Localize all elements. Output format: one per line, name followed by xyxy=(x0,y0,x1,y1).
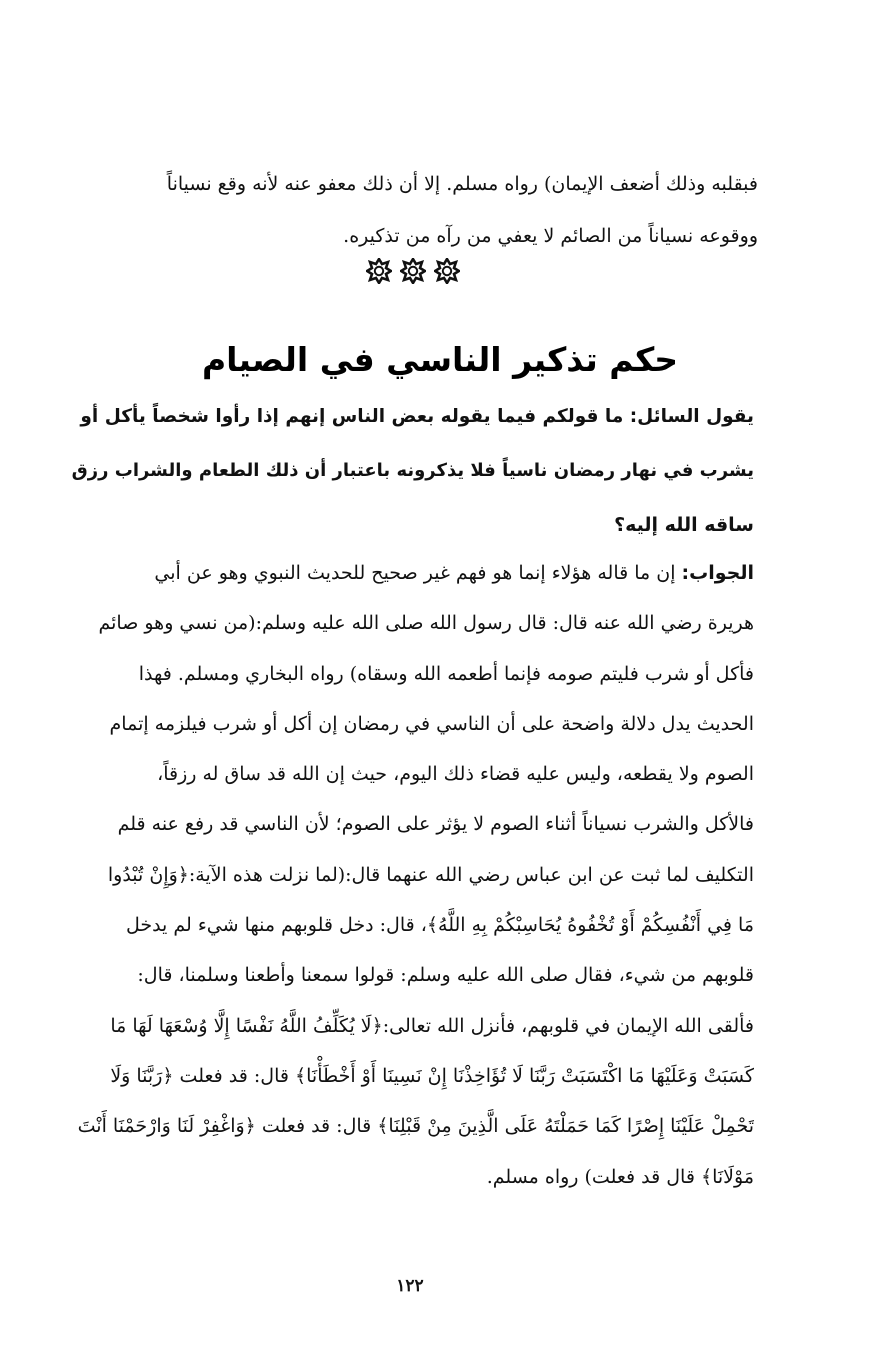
answer-line: فأكل أو شرب فليتم صومه فإنما أطعمه الله وسقاه) رواه البخاري ومسلم. فهذا xyxy=(138,662,754,685)
flower-ornament-icon xyxy=(434,258,460,284)
answer-line: كَسَبَتْ وَعَلَيْهَا مَا اكْتَسَبَتْ رَبَّنَا لَا تُؤَاخِذْنَا إِنْ نَسِينَا أَوْ أَخْطَأْنَا﴾ قال: قد فعلت ﴿رَبَّنَا وَلَا xyxy=(110,1064,754,1087)
answer-first-line xyxy=(70,548,754,598)
answer-line: هريرة رضي الله عنه قال: قال رسول الله صلى الله عليه وسلم:(من نسي وهو صائم xyxy=(98,612,754,635)
page-number: ١٢٢ xyxy=(396,1276,424,1296)
answer-line: الصوم ولا يقطعه، وليس عليه قضاء ذلك اليوم، حيث إن الله قد ساق له رزقاً، xyxy=(157,763,754,786)
top-paragraph xyxy=(78,158,758,262)
answer-line: مَوْلَانَا﴾ قال قد فعلت) رواه مسلم. xyxy=(486,1165,754,1188)
answer-label: الجواب: xyxy=(681,562,754,584)
flower-ornament-icon xyxy=(366,258,392,284)
answer-line: الحديث يدل دلالة واضحة على أن الناسي في رمضان إن أكل أو شرب فيلزمه إتمام xyxy=(109,712,754,735)
answer-text: إن ما قاله هؤلاء إنما هو فهم غير صحيح للحديث النبوي وهو عن أبي xyxy=(154,562,682,584)
answer-line: التكليف لما ثبت عن ابن عباس رضي الله عنهما قال:(لما نزلت هذه الآية:﴿وَإِنْ تُبْدُوا xyxy=(107,863,754,886)
section-heading: حكم تذكير الناسي في الصيام xyxy=(201,340,679,379)
question-paragraph xyxy=(70,390,754,552)
answer-line: قلوبهم من شيء، فقال صلى الله عليه وسلم: قولوا سمعنا وأطعنا وسلمنا، قال: xyxy=(137,964,754,987)
flower-ornament-icon xyxy=(400,258,426,284)
text-line: فبقلبه وذلك أضعف الإيمان) رواه مسلم. إلا أن ذلك معفو عنه لأنه وقع نسياناً xyxy=(166,173,758,195)
answer-paragraph xyxy=(70,548,754,1202)
answer-line: فالأكل والشرب نسياناً أثناء الصوم لا يؤثر على الصوم؛ لأن الناسي قد رفع عنه قلم xyxy=(117,813,754,836)
question-line: ساقه الله إليه؟ xyxy=(614,514,754,536)
answer-line: تَحْمِلْ عَلَيْنَا إِصْرًا كَمَا حَمَلْتَهُ عَلَى الَّذِينَ مِنْ قَبْلِنَا﴾ قال: قد فعلت ﴿وَاغْفِرْ لَنَا وَارْحَمْنَا أَنْتَ xyxy=(77,1115,754,1138)
question-line: يشرب في نهار رمضان ناسياً فلا يذكرونه باعتبار أن ذلك الطعام والشراب رزق xyxy=(71,460,754,481)
section-divider-ornament xyxy=(366,256,460,286)
answer-line: فألقى الله الإيمان في قلوبهم، فأنزل الله تعالى:﴿لَا يُكَلِّفُ اللَّهُ نَفْسًا إِلَّا وُسْعَهَا لَهَا مَا xyxy=(110,1014,754,1037)
question-line: يقول السائل: ما قولكم فيما يقوله بعض الناس إنهم إذا رأوا شخصاً يأكل أو xyxy=(80,406,754,427)
text-line: ووقوعه نسياناً من الصائم لا يعفي من رآه من تذكيره. xyxy=(343,225,758,247)
answer-line: مَا فِي أَنْفُسِكُمْ أَوْ تُخْفُوهُ يُحَاسِبْكُمْ بِهِ اللَّهُ﴾، قال: دخل قلوبهم منها شيء لم يدخل xyxy=(125,914,754,937)
